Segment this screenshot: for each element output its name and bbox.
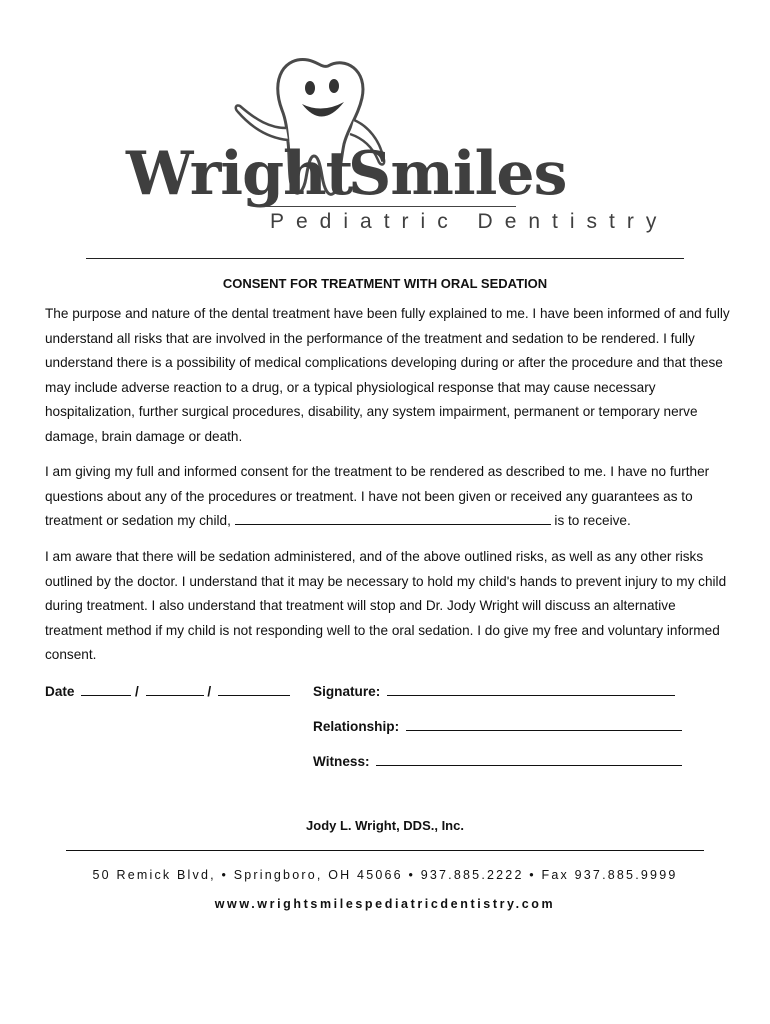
practice-address: 50 Remick Blvd, • Springboro, OH 45066 • 937.885.2222 • Fax 937.885.9999 (92, 868, 678, 882)
signature-row (313, 682, 675, 699)
consent-paragraph (45, 460, 735, 534)
company-name: Jody L. Wright, DDS., Inc. (306, 818, 464, 833)
logo-underline (254, 206, 516, 207)
practice-website: www.wrightsmilespediatricdentistry.com (214, 897, 556, 911)
sedation-awareness-paragraph: I am aware that there will be sedation administered, and of the above outlined risks, as well as any other risks outlined by the doctor. I understand that it may be necessary to hold my child's hands to prevent injury to my child during treatment. I also understand that treatment will stop and Dr. Jody Wright will discuss an alternative treatment method if my child is not responding well to the oral sedation. I do give my free and voluntary informed consent. (45, 549, 727, 663)
form-title: CONSENT FOR TREATMENT WITH ORAL SEDATION (222, 276, 548, 291)
practice-logo (120, 48, 669, 243)
date-month-field[interactable] (81, 682, 131, 696)
date-day-field[interactable] (146, 682, 204, 696)
date-row (45, 682, 290, 699)
relationship-label: Relationship: (313, 719, 400, 734)
signature-field[interactable] (387, 682, 675, 696)
signature-label: Signature: (313, 684, 381, 699)
logo-word-wright: Wright (126, 139, 353, 209)
date-separator: / (135, 684, 139, 699)
header-divider (86, 258, 684, 259)
date-year-field[interactable] (218, 682, 290, 696)
witness-label: Witness: (313, 754, 370, 769)
risk-disclosure-paragraph: The purpose and nature of the dental treatment have been fully explained to me. I have been informed of and fully understand all risks that are involved in the performance of the treatment and sedation to be rendered. I fully understand there is a possibility of medical complications developing during or after the procedure and that these may include adverse reaction to a drug, or a typical physiological response that may cause necessary hospitalization, further surgical procedures, disability, any system impairment, permanent or temporary nerve damage, brain damage or death. (45, 306, 730, 444)
witness-field[interactable] (376, 752, 682, 766)
relationship-field[interactable] (406, 717, 682, 731)
relationship-row (313, 717, 682, 734)
date-separator: / (207, 684, 212, 699)
logo-word-smiles: Smiles (348, 139, 567, 209)
footer-divider (66, 850, 704, 851)
logo-subtitle: Pediatric Dentistry (270, 210, 669, 233)
child-name-field[interactable] (235, 510, 551, 525)
date-label: Date (45, 684, 75, 699)
consent-text-after: is to receive. (550, 513, 631, 529)
consent-text-before: I am giving my full and informed consent for the treatment to be rendered as described to me. I have no further questions about any of the procedures or treatment. I have not been given or received any guarantees as to treatment or sedation my child, (45, 464, 710, 529)
witness-row (313, 752, 682, 769)
